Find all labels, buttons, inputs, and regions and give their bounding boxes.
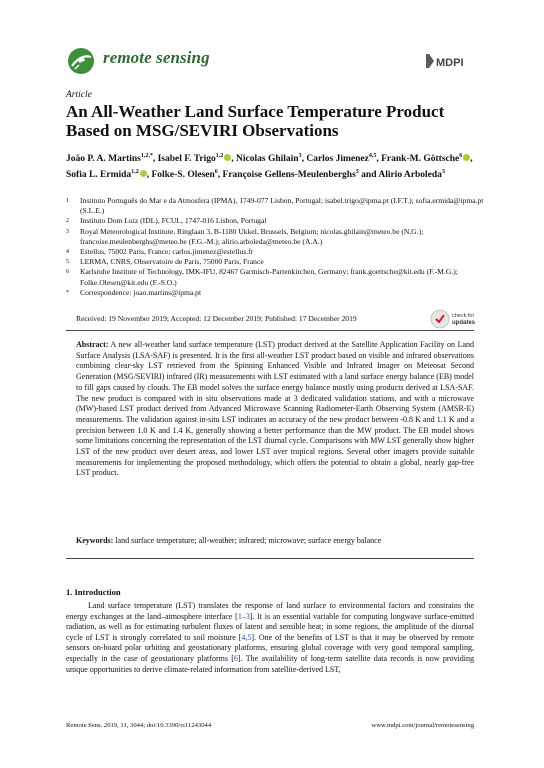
check-updates-line1: check for: [452, 313, 475, 319]
affiliation-text: LERMA, CNRS, Observatoire de Paris, 75000 Paris, France: [80, 257, 264, 267]
author-name: Isabel F. Trigo: [157, 154, 216, 165]
article-title: An All-Weather Land Surface Temperature Product Based on MSG/SEVIRI Observations: [66, 102, 445, 140]
check-for-updates-icon[interactable]: [430, 306, 480, 332]
affiliation-number: 6: [66, 269, 69, 276]
journal-logo-icon: [66, 46, 96, 76]
author-name: Nicolas Ghilain: [236, 154, 299, 165]
divider-bottom: [66, 558, 474, 559]
author-affiliation-marker: 3: [355, 169, 359, 176]
affiliation-number: 2: [66, 218, 69, 225]
author: [223, 170, 359, 180]
keywords: [76, 536, 474, 547]
affiliation-item: [66, 257, 486, 267]
paragraph-text: ]. One of the benefits of LST is that it may be observed by remote sensors on-board polar orbiting and geostationary platforms, ensuring global coverage with very good temporal sampling, especially in the case of geostationary platforms [: [66, 632, 475, 663]
publication-dates: Received: 19 November 2019; Accepted: 12 December 2019; Published: 17 December 2019: [76, 314, 357, 323]
author-name: Françoise Gellens-Meulenberghs: [222, 170, 356, 181]
affiliation-number: 4: [66, 249, 69, 256]
abstract-label: Abstract:: [76, 340, 109, 349]
mdpi-logo-icon: [425, 52, 475, 70]
author: [66, 154, 153, 164]
author-affiliation-marker: 4,5: [368, 153, 377, 159]
citation-link[interactable]: 1–3: [237, 611, 250, 621]
author-name: Carlos Jimenez: [306, 154, 369, 165]
paragraph-text: ]. The availability of long-term satellite data records is now providing unique opportunities to derive climate-related information from satellite-derived LST,: [66, 653, 474, 674]
author-name: João P. A. Martins: [66, 154, 141, 165]
author-list: João P. A. Martins$^{1,2,*}$, Isabel F. Trigo$^{1,2}$ , Nicolas Ghilain$^3$, Carlos Jimenez$^{4,5}$, Frank-M. Göttsche$^6$ , Sofia L. Ermida$^{1,2}$ , Folke-S. Olesen$^6$, Françoise Gellens-Meulenberghs$^3$ and Alirio Arboleda$^3$: [66, 153, 473, 181]
author-affiliation-marker: 6: [214, 169, 218, 176]
author-affiliation-marker: 6: [459, 153, 463, 159]
author: [151, 170, 217, 180]
author: [378, 170, 445, 180]
affiliation-text: Instituto Dom Luiz (IDL), FCUL, 1747-016 Lisbon, Portugal: [80, 216, 267, 226]
affiliation-number: *: [66, 289, 69, 296]
affiliation-item: [66, 227, 486, 247]
author-affiliation-marker: 1,2: [215, 153, 224, 159]
footer-journal-url[interactable]: www.mdpi.com/journal/remotesensing: [371, 722, 474, 729]
author-name: Sofia L. Ermida: [66, 170, 132, 181]
affiliation-number: 3: [66, 228, 69, 235]
author-affiliation-marker: 1,2: [131, 169, 139, 176]
author-affiliation-marker: 1,2,*: [140, 153, 153, 159]
affiliation-text: Correspondence: joao.martins@ipma.pt: [80, 287, 202, 297]
article-type: Article: [66, 90, 92, 100]
orcid-icon[interactable]: [463, 154, 470, 161]
affiliation-item: [66, 216, 486, 226]
keywords-label: Keywords:: [76, 536, 114, 545]
affiliation-number: 1: [66, 198, 69, 204]
section-heading: 1. Introduction: [66, 587, 121, 597]
affiliation-number: 5: [66, 259, 69, 266]
orcid-icon[interactable]: [224, 154, 231, 161]
introduction-paragraph: [66, 601, 474, 675]
footer-citation: Remote Sens. 2019, 11, 3044; doi:10.3390/rs11243044: [66, 722, 212, 729]
check-updates-line2: updates: [452, 320, 476, 326]
affiliation-text: Estellus, 75002 Paris, France; carlos.jimenez@estellus.fr: [80, 247, 254, 257]
journal-name: remote sensing: [103, 48, 210, 67]
orcid-icon[interactable]: [140, 170, 147, 177]
affiliation-list: [66, 196, 486, 298]
divider-top: [66, 330, 474, 331]
author-name: Alirio Arboleda: [378, 170, 442, 181]
affiliation-item: [66, 196, 486, 216]
affiliation-item: [66, 288, 486, 298]
author: [306, 154, 376, 164]
paragraph-text: Land surface temperature (LST) translates the response of land surface to environmental factors and constrains the energy exchanges at the land–atmosphere interface [: [66, 601, 474, 621]
author-affiliation-marker: 3: [298, 153, 302, 159]
affiliation-text: Royal Meteorological Institute, Ringlaan 3, B-1180 Ukkel, Brussels, Belgium; nicolas.ghilain@meteo.be (N.G.); francoise.meulenberghs@meteo.be (F.G.-M.); alirio.arboleda@meteo.be (A.A.): [80, 226, 424, 246]
citation-link[interactable]: 6: [233, 653, 238, 663]
author: [158, 154, 232, 164]
author: [236, 154, 302, 164]
affiliation-text: Instituto Português do Mar e da Atmosfera (IPMA), 1749-077 Lisbon, Portugal; isabel.trigo@ipma.pt (I.F.T.); sofia.ermida@ipma.pt (S.L.E.): [80, 196, 484, 216]
author-name: Folke-S. Olesen: [151, 170, 215, 181]
paragraph-text: ]. It is an essential variable for computing longwave surface-emitted radiation, as well as for estimating turbulent fluxes of latent and sensible heat; in some regions, the amplitude of the diurnal cycle of LST is strongly correlated to soil moisture [: [66, 611, 474, 642]
author-affiliation-marker: 3: [441, 169, 445, 176]
citation-link[interactable]: 4,5: [241, 632, 252, 642]
abstract: [76, 340, 474, 479]
mdpi-logo-text: MDPI: [436, 57, 464, 69]
abstract-text: A new all-weather land surface temperature (LST) product derived at the Satellite Application Facility on Land Surface Analysis (LSA-SAF) is presented. It is the first all-weather LST product based on visible and infrared observations combining clear-sky LST retrieved from the Spinning Enhanced Visible and Infrared Imager on Meteosat Second Generation (MSG/SEVIRI) infrared (IR) measurements with LST estimated with a land surface energy balance (EB) model to fill gaps caused by clouds. The EB model solves the surface energy balance mostly using products derived at LSA-SAF. The new product is compared with in situ observations made at 3 dedicated validation stations, and with a microwave (MW)-based LST product derived from Advanced Microwave Scanning Radiometer-Earth Observing System (AMSR-E) measurements. The validation against in-situ LST indicates an accuracy of the new product between -0.8 K and 1.1 K and a precision between 1.0 K and 1.4 K, generally showing a better performance than the MW product. The EB model shows some limitations concerning the representation of the LST diurnal cycle. Comparisons with MW LST generally show higher LST of the new product over desert areas, and lower LST over tropical regions. Several other imagers provide suitable measurements for implementing the proposed methodology, which offers the potential to obtain a global, nearly gap-free LST product.: [76, 340, 475, 478]
affiliation-item: [66, 267, 486, 287]
author-name: Frank-M. Göttsche: [381, 154, 460, 165]
affiliation-item: [66, 247, 486, 257]
affiliation-text: Karlsruhe Institute of Technology, IMK-IFU, 82467 Garmisch-Partenkirchen, Germany; frank.goettsche@kit.edu (F.-M.G.); Folke.Olesen@kit.edu (F.-S.O.): [80, 267, 458, 287]
author: [381, 154, 470, 164]
keywords-text: land surface temperature; all-weather; infrared; microwave; surface energy balance: [115, 536, 382, 545]
author: [66, 170, 147, 180]
